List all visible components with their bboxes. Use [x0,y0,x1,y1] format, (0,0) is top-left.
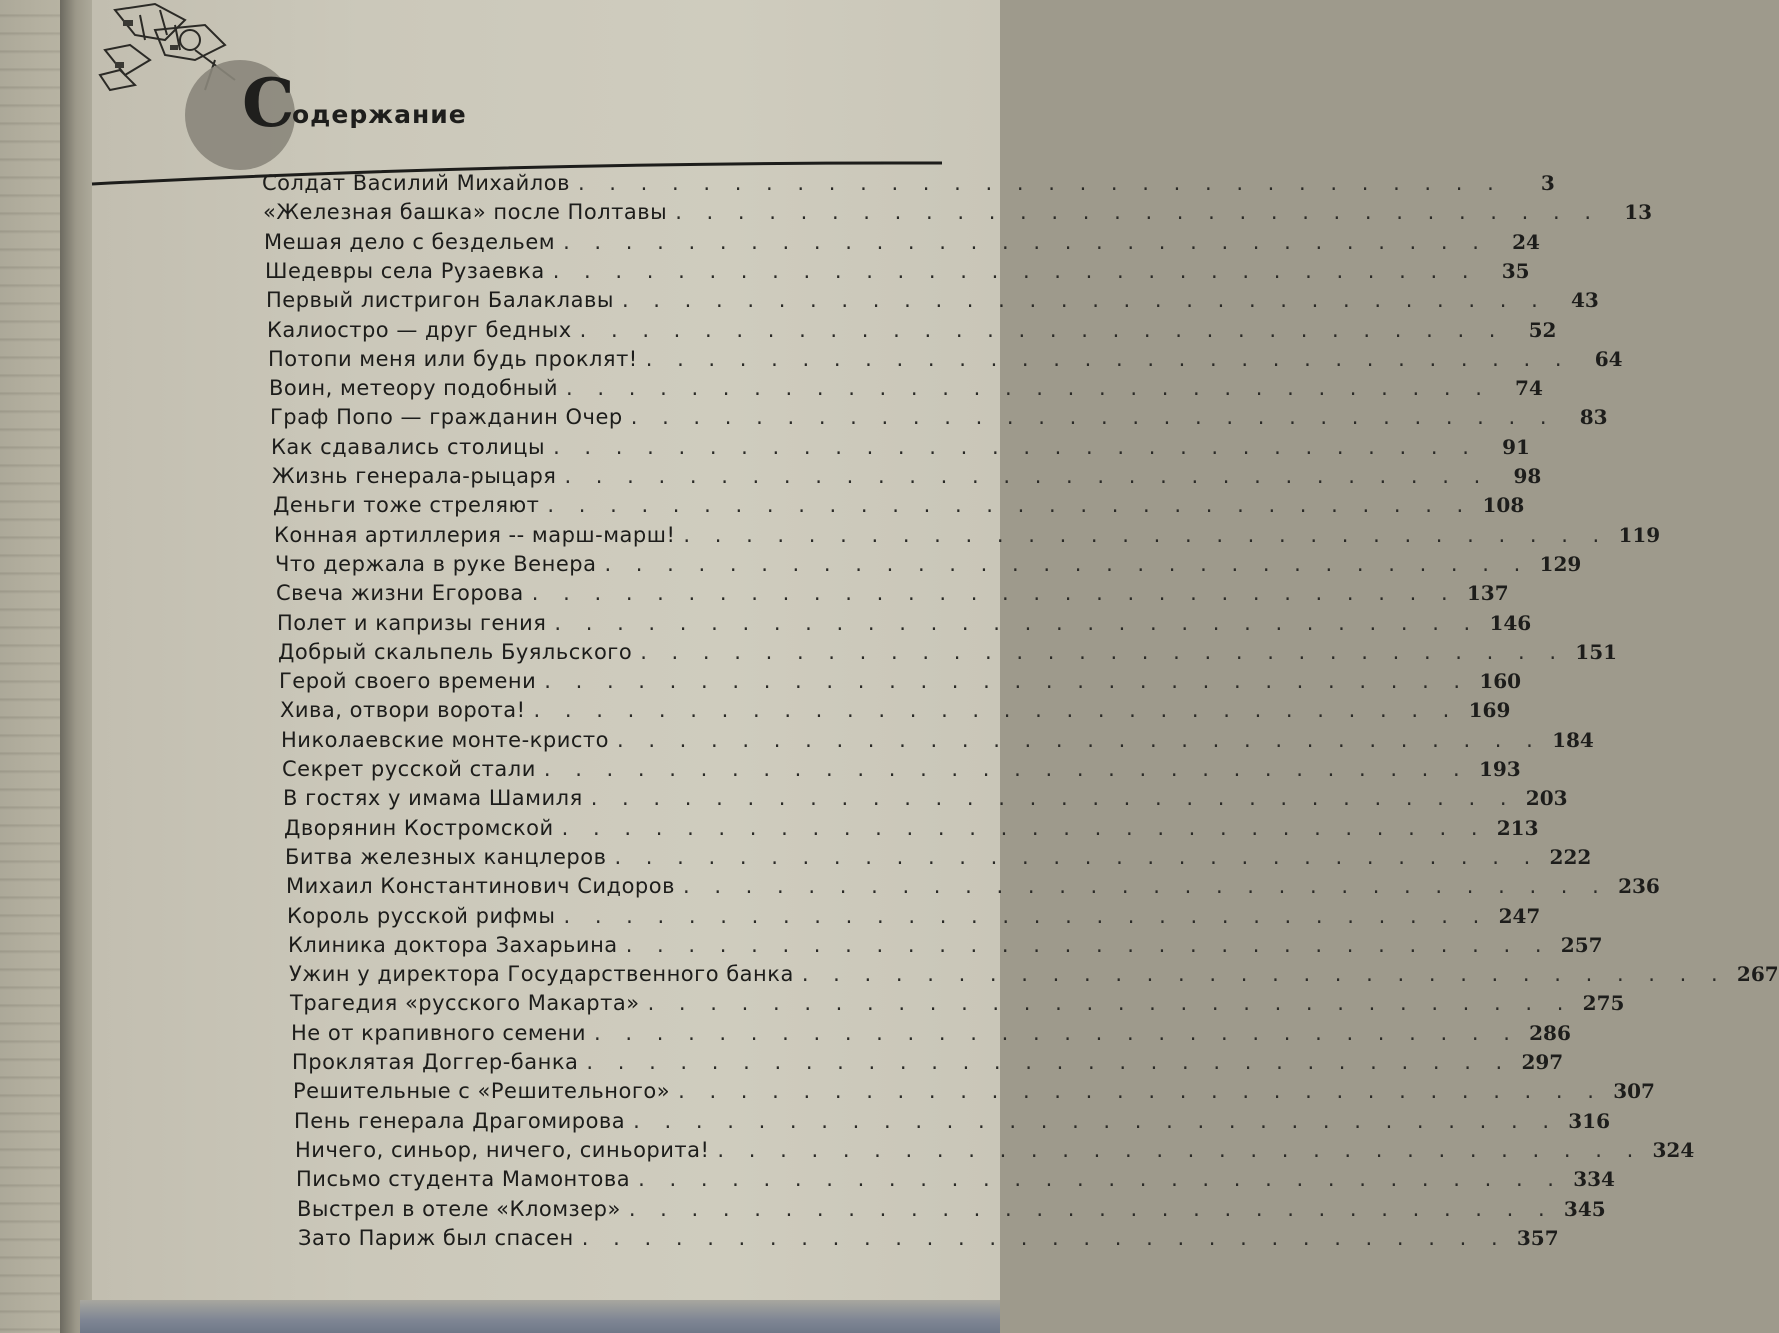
toc-entry [281,727,1594,758]
toc-entry-title: Что держала в руке Венера [275,551,597,576]
toc-leader-dots: . . . . . . . . . . . . . . . . . . . . . . . . . . . . . . [683,522,1609,547]
toc-entry-page: 193 [1478,757,1521,781]
toc-entry [298,1225,1559,1256]
toc-entry-title: Солдат Василий Михайлов [262,171,570,195]
toc-leader-dots: . . . . . . . . . . . . . . . . . . . . . . . . . . . . . . [621,288,1547,313]
toc-entry-title: Николаевские монте-кристо [281,727,609,752]
toc-leader-dots: . . . . . . . . . . . . . . . . . . . . . . . . . . . . . . [561,815,1487,840]
toc-leader-dots: . . . . . . . . . . . . . . . . . . . . . . . . . . . . . . [552,258,1478,283]
toc-entry-title: Решительные с «Решительного» [293,1079,671,1104]
toc-entry [286,874,1660,904]
toc-leader-dots: . . . . . . . . . . . . . . . . . . . . . . . . . . . . . . [590,786,1516,811]
toc-entry-page: 275 [1582,991,1625,1016]
toc-entry [288,932,1603,963]
toc-entry [274,522,1661,553]
toc-leader-dots: . . . . . . . . . . . . . . . . . . . . . . . . . . . . . . [586,1050,1512,1074]
toc-entry [291,1020,1571,1051]
toc-entry [262,171,1555,201]
toc-leader-dots: . . . . . . . . . . . . . . . . . . . . . . . . . . . . . . [801,962,1727,987]
toc-entry-page: 13 [1624,200,1653,225]
toc-entry [280,698,1511,728]
toc-entry [284,815,1539,846]
toc-entry [278,639,1618,670]
toc-leader-dots: . . . . . . . . . . . . . . . . . . . . . . . . . . . . . . [675,200,1601,225]
heading-initial: С [242,64,295,142]
toc-entry-title: «Железная башка» после Полтавы [263,200,668,225]
toc-entry-title: Герой своего времени [279,669,537,694]
toc-entry-title: Граф Попо — гражданин Очер [270,405,623,430]
toc-entry [282,757,1521,787]
toc-leader-dots: . . . . . . . . . . . . . . . . . . . . . . . . . . . . . . [628,1196,1554,1221]
toc-leader-dots: . . . . . . . . . . . . . . . . . . . . . . . . . . . . . . [633,1108,1559,1133]
toc-leader-dots: . . . . . . . . . . . . . . . . . . . . . . . . . . . . . . [630,405,1556,430]
toc-leader-dots: . . . . . . . . . . . . . . . . . . . . . . . . . . . . . . [563,903,1489,928]
toc-entry-page: 316 [1568,1108,1611,1133]
toc-entry [289,962,1779,992]
toc-entry-page: 267 [1736,962,1779,987]
toc-entry-title: Потопи меня или будь проклят! [268,346,638,371]
toc-entry-page: 203 [1525,786,1568,811]
toc-entry [287,903,1541,934]
toc-entry [266,288,1599,318]
toc-entry-title: Свеча жизни Егорова [276,581,524,606]
toc-leader-dots: . . . . . . . . . . . . . . . . . . . . . . . . . . . . . . [717,1137,1643,1162]
toc-entry [296,1167,1615,1197]
toc-entry-title: Калиостро — друг бедных [267,317,572,342]
toc-entry-page: 3 [1540,171,1555,195]
toc-entry [273,493,1525,523]
toc-leader-dots: . . . . . . . . . . . . . . . . . . . . . . . . . . . . . . [553,434,1478,459]
toc-entry-page: 83 [1579,405,1608,430]
toc-entry [272,464,1542,494]
toc-entry-page: 247 [1498,903,1541,928]
toc-entry-title: Ужин у директора Государственного банка [289,962,794,987]
toc-entry [271,434,1530,465]
toc-entry-page: 184 [1552,727,1594,752]
toc-entry [267,317,1557,348]
toc-leader-dots: . . . . . . . . . . . . . . . . . . . . . . . . . . . . . . [682,874,1608,899]
toc-entry-title: Зато Париж был спасен [298,1225,574,1250]
toc-entry-page: 297 [1521,1050,1564,1074]
toc-entry-title: Трагедия «русского Макарта» [290,991,640,1016]
toc-entry-title: Письмо студента Мамонтова [296,1167,631,1192]
toc-entry [264,229,1540,260]
toc-entry-page: 324 [1652,1137,1695,1162]
toc-entry [290,991,1625,1021]
toc-entry-page: 160 [1479,669,1522,694]
toc-entry-title: Как сдавались столицы [271,434,546,459]
toc-entry-title: Дворянин Костромской [284,815,554,840]
toc-entry [285,844,1592,875]
toc-entry-title: Шедевры села Рузаевка [265,258,545,283]
toc-entry-title: Хива, отвори ворота! [280,698,526,723]
toc-entry-title: Король русской рифмы [287,903,556,928]
toc-leader-dots: . . . . . . . . . . . . . . . . . . . . . . . . . . . . . . [616,727,1542,752]
toc-entry-page: 257 [1560,932,1603,957]
toc-entry-title: Полет и капризы гения [277,610,547,635]
toc-entry-page: 35 [1501,258,1530,283]
toc-entry-page: 129 [1539,551,1582,576]
toc-leader-dots: . . . . . . . . . . . . . . . . . . . . . . . . . . . . . . [563,229,1488,254]
toc-entry-page: 222 [1549,844,1592,869]
toc-entry-title: Михаил Константинович Сидоров [286,874,675,899]
toc-entry [292,1050,1564,1080]
toc-leader-dots: . . . . . . . . . . . . . . . . . . . . . . . . . . . . . . [531,581,1457,606]
toc-entry-page: 151 [1575,639,1618,664]
toc-leader-dots: . . . . . . . . . . . . . . . . . . . . . . . . . . . . . . [581,1225,1507,1250]
toc-entry-page: 74 [1515,376,1543,401]
toc-entry [269,376,1543,406]
toc-entry [276,581,1509,611]
toc-leader-dots: . . . . . . . . . . . . . . . . . . . . . . . . . . . . . . [594,1020,1519,1045]
toc-leader-dots: . . . . . . . . . . . . . . . . . . . . . . . . . . . . . . [604,551,1530,576]
toc-entry-title: Не от крапивного семени [291,1020,587,1045]
toc-entry [265,258,1530,289]
toc-entry [293,1079,1655,1109]
toc-entry-title: Ничего, синьор, ничего, синьорита! [295,1137,710,1162]
toc-entry-title: Клиника доктора Захарьина [288,932,618,957]
toc-entry [283,786,1568,816]
toc-entry [275,551,1582,582]
toc-leader-dots: . . . . . . . . . . . . . . . . . . . . . . . . . . . . . . [579,317,1505,342]
toc-entry [279,669,1522,699]
toc-entry-page: 98 [1513,464,1542,488]
toc-entry-page: 236 [1618,874,1660,899]
toc-entry [297,1196,1606,1227]
toc-entry [295,1137,1695,1168]
toc-entry-title: Добрый скальпель Буяльского [278,639,633,664]
toc-leader-dots: . . . . . . . . . . . . . . . . . . . . . . . . . . . . . . [554,610,1480,635]
toc-entry-title: Первый листригон Балаклавы [266,288,614,313]
toc-entry-page: 108 [1482,493,1525,518]
toc-entry-title: Пень генерала Драгомирова [294,1108,626,1133]
toc-entry-title: Битва железных канцлеров [285,844,607,869]
toc-entry-page: 213 [1496,815,1539,840]
toc-leader-dots: . . . . . . . . . . . . . . . . . . . . . . . . . . . . . . [640,639,1566,664]
toc-entry [270,405,1608,435]
toc-leader-dots: . . . . . . . . . . . . . . . . . . . . . . . . . . . . . . [678,1079,1603,1104]
toc-entry [263,200,1653,230]
toc-leader-dots: . . . . . . . . . . . . . . . . . . . . . . . . . . . . . . [543,757,1469,781]
toc-entry [294,1108,1611,1139]
toc-leader-dots: . . . . . . . . . . . . . . . . . . . . . . . . . . . . . . [564,464,1490,488]
toc-leader-dots: . . . . . . . . . . . . . . . . . . . . . . . . . . . . . . [547,493,1473,518]
toc-entry-title: Секрет русской стали [282,757,536,781]
toc-leader-dots: . . . . . . . . . . . . . . . . . . . . . . . . . . . . . . [647,991,1573,1016]
toc-entry-page: 169 [1468,698,1511,723]
toc-entry-page: 286 [1529,1020,1571,1045]
toc-entry-title: Конная артиллерия -- марш-марш! [274,522,676,547]
toc-entry-page: 24 [1512,229,1540,254]
toc-entry-title: Проклятая Доггер-банка [292,1050,579,1074]
toc-entry-page: 64 [1594,346,1623,371]
toc-entry-page: 307 [1613,1079,1655,1104]
toc-leader-dots: . . . . . . . . . . . . . . . . . . . . . . . . . . . . . . [625,932,1551,957]
toc-entry-title: В гостях у имама Шамиля [283,786,583,811]
toc-leader-dots: . . . . . . . . . . . . . . . . . . . . . . . . . . . . . . [544,669,1470,694]
toc-leader-dots: . . . . . . . . . . . . . . . . . . . . . . . . . . . . . . [645,346,1571,371]
toc-entry-title: Жизнь генерала-рыцаря [272,464,557,488]
toc-entry-page: 146 [1489,610,1532,635]
toc-entry [277,610,1532,641]
toc-entry-page: 137 [1466,581,1509,606]
toc-entry-page: 119 [1618,522,1661,547]
toc-entry-title: Деньги тоже стреляют [273,493,540,518]
toc-entry-page: 334 [1573,1167,1615,1192]
toc-leader-dots: . . . . . . . . . . . . . . . . . . . . . . . . . . . . . . [614,844,1540,869]
toc-entry-page: 91 [1502,434,1530,459]
toc-entry-title: Выстрел в отеле «Кломзер» [297,1196,621,1221]
toc-entry-title: Мешая дело с бездельем [264,229,556,254]
toc-entry-page: 345 [1563,1196,1606,1221]
toc-entry-page: 43 [1570,288,1599,313]
toc-leader-dots: . . . . . . . . . . . . . . . . . . . . . . . . . . . . . . [533,698,1459,723]
toc-leader-dots: . . . . . . . . . . . . . . . . . . . . . . . . . . . . . . [577,171,1503,195]
toc-entry [268,346,1623,377]
toc-entry-title: Воин, метеору подобный [269,376,559,401]
toc-entry-page: 357 [1516,1225,1559,1250]
toc-entry-page: 52 [1528,317,1557,342]
background-cloth [80,1300,1000,1333]
toc-leader-dots: . . . . . . . . . . . . . . . . . . . . . . . . . . . . . . [566,376,1491,401]
toc-leader-dots: . . . . . . . . . . . . . . . . . . . . . . . . . . . . . . [638,1167,1563,1192]
page-title: одержание [292,100,467,129]
